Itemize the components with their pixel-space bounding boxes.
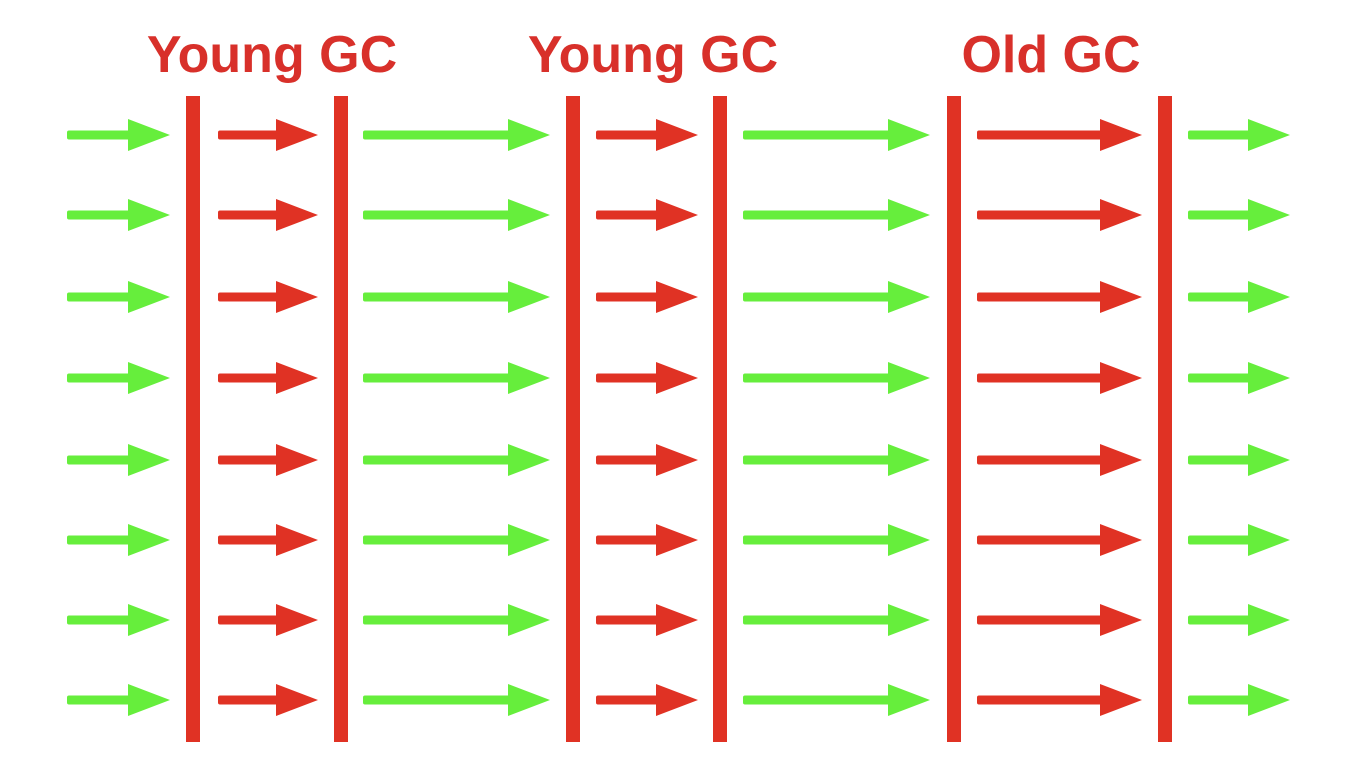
green-arrow-icon-row8-seg7 — [1188, 684, 1290, 716]
gc-boundary-young-1-end — [334, 96, 348, 742]
green-arrow-icon-row6-seg7 — [1188, 524, 1290, 556]
green-arrow-icon-row5-seg3 — [363, 444, 550, 476]
gc-label-young-2: Young GC — [527, 26, 779, 84]
red-arrow-icon-row1-seg6 — [977, 119, 1142, 151]
green-arrow-icon-row4-seg1 — [67, 362, 170, 394]
green-arrow-icon-row5-seg1 — [67, 444, 170, 476]
green-arrow-icon-row6-seg1 — [67, 524, 170, 556]
red-arrow-icon-row7-seg2 — [218, 604, 318, 636]
red-arrow-icon-row5-seg4 — [596, 444, 698, 476]
gc-boundary-old-3-end — [1158, 96, 1172, 742]
green-arrow-icon-row7-seg3 — [363, 604, 550, 636]
gc-boundary-young-2-start — [566, 96, 580, 742]
red-arrow-icon-row7-seg6 — [977, 604, 1142, 636]
red-arrow-icon-row8-seg6 — [977, 684, 1142, 716]
red-arrow-icon-row6-seg6 — [977, 524, 1142, 556]
red-arrow-icon-row4-seg2 — [218, 362, 318, 394]
green-arrow-icon-row7-seg5 — [743, 604, 930, 636]
red-arrow-icon-row7-seg4 — [596, 604, 698, 636]
green-arrow-icon-row2-seg7 — [1188, 199, 1290, 231]
red-arrow-icon-row1-seg2 — [218, 119, 318, 151]
green-arrow-icon-row6-seg5 — [743, 524, 930, 556]
green-arrow-icon-row1-seg1 — [67, 119, 170, 151]
red-arrow-icon-row8-seg4 — [596, 684, 698, 716]
green-arrow-icon-row3-seg5 — [743, 281, 930, 313]
green-arrow-icon-row2-seg1 — [67, 199, 170, 231]
red-arrow-icon-row5-seg2 — [218, 444, 318, 476]
green-arrow-icon-row8-seg3 — [363, 684, 550, 716]
red-arrow-icon-row5-seg6 — [977, 444, 1142, 476]
gc-boundary-young-2-end — [713, 96, 727, 742]
gc-labels — [147, 26, 1141, 84]
green-arrow-icon-row2-seg5 — [743, 199, 930, 231]
red-arrow-icon-row4-seg6 — [977, 362, 1142, 394]
green-arrow-icon-row6-seg3 — [363, 524, 550, 556]
red-arrow-icon-row3-seg2 — [218, 281, 318, 313]
red-arrow-icon-row6-seg2 — [218, 524, 318, 556]
red-arrow-icon-row6-seg4 — [596, 524, 698, 556]
thread-arrows — [67, 119, 1290, 716]
green-arrow-icon-row1-seg7 — [1188, 119, 1290, 151]
green-arrow-icon-row7-seg7 — [1188, 604, 1290, 636]
green-arrow-icon-row4-seg3 — [363, 362, 550, 394]
gc-boundaries — [186, 96, 1172, 742]
red-arrow-icon-row2-seg2 — [218, 199, 318, 231]
green-arrow-icon-row8-seg5 — [743, 684, 930, 716]
gc-label-young-1: Young GC — [146, 26, 398, 84]
red-arrow-icon-row3-seg4 — [596, 281, 698, 313]
red-arrow-icon-row2-seg6 — [977, 199, 1142, 231]
green-arrow-icon-row4-seg5 — [743, 362, 930, 394]
red-arrow-icon-row4-seg4 — [596, 362, 698, 394]
green-arrow-icon-row3-seg7 — [1188, 281, 1290, 313]
green-arrow-icon-row5-seg5 — [743, 444, 930, 476]
green-arrow-icon-row8-seg1 — [67, 684, 170, 716]
red-arrow-icon-row2-seg4 — [596, 199, 698, 231]
gc-label-old: Old GC — [961, 26, 1141, 84]
green-arrow-icon-row7-seg1 — [67, 604, 170, 636]
red-arrow-icon-row3-seg6 — [977, 281, 1142, 313]
green-arrow-icon-row3-seg1 — [67, 281, 170, 313]
green-arrow-icon-row4-seg7 — [1188, 362, 1290, 394]
green-arrow-icon-row5-seg7 — [1188, 444, 1290, 476]
green-arrow-icon-row3-seg3 — [363, 281, 550, 313]
gc-boundary-old-3-start — [947, 96, 961, 742]
green-arrow-icon-row2-seg3 — [363, 199, 550, 231]
gc-boundary-young-1-start — [186, 96, 200, 742]
red-arrow-icon-row1-seg4 — [596, 119, 698, 151]
green-arrow-icon-row1-seg3 — [363, 119, 550, 151]
red-arrow-icon-row8-seg2 — [218, 684, 318, 716]
green-arrow-icon-row1-seg5 — [743, 119, 930, 151]
